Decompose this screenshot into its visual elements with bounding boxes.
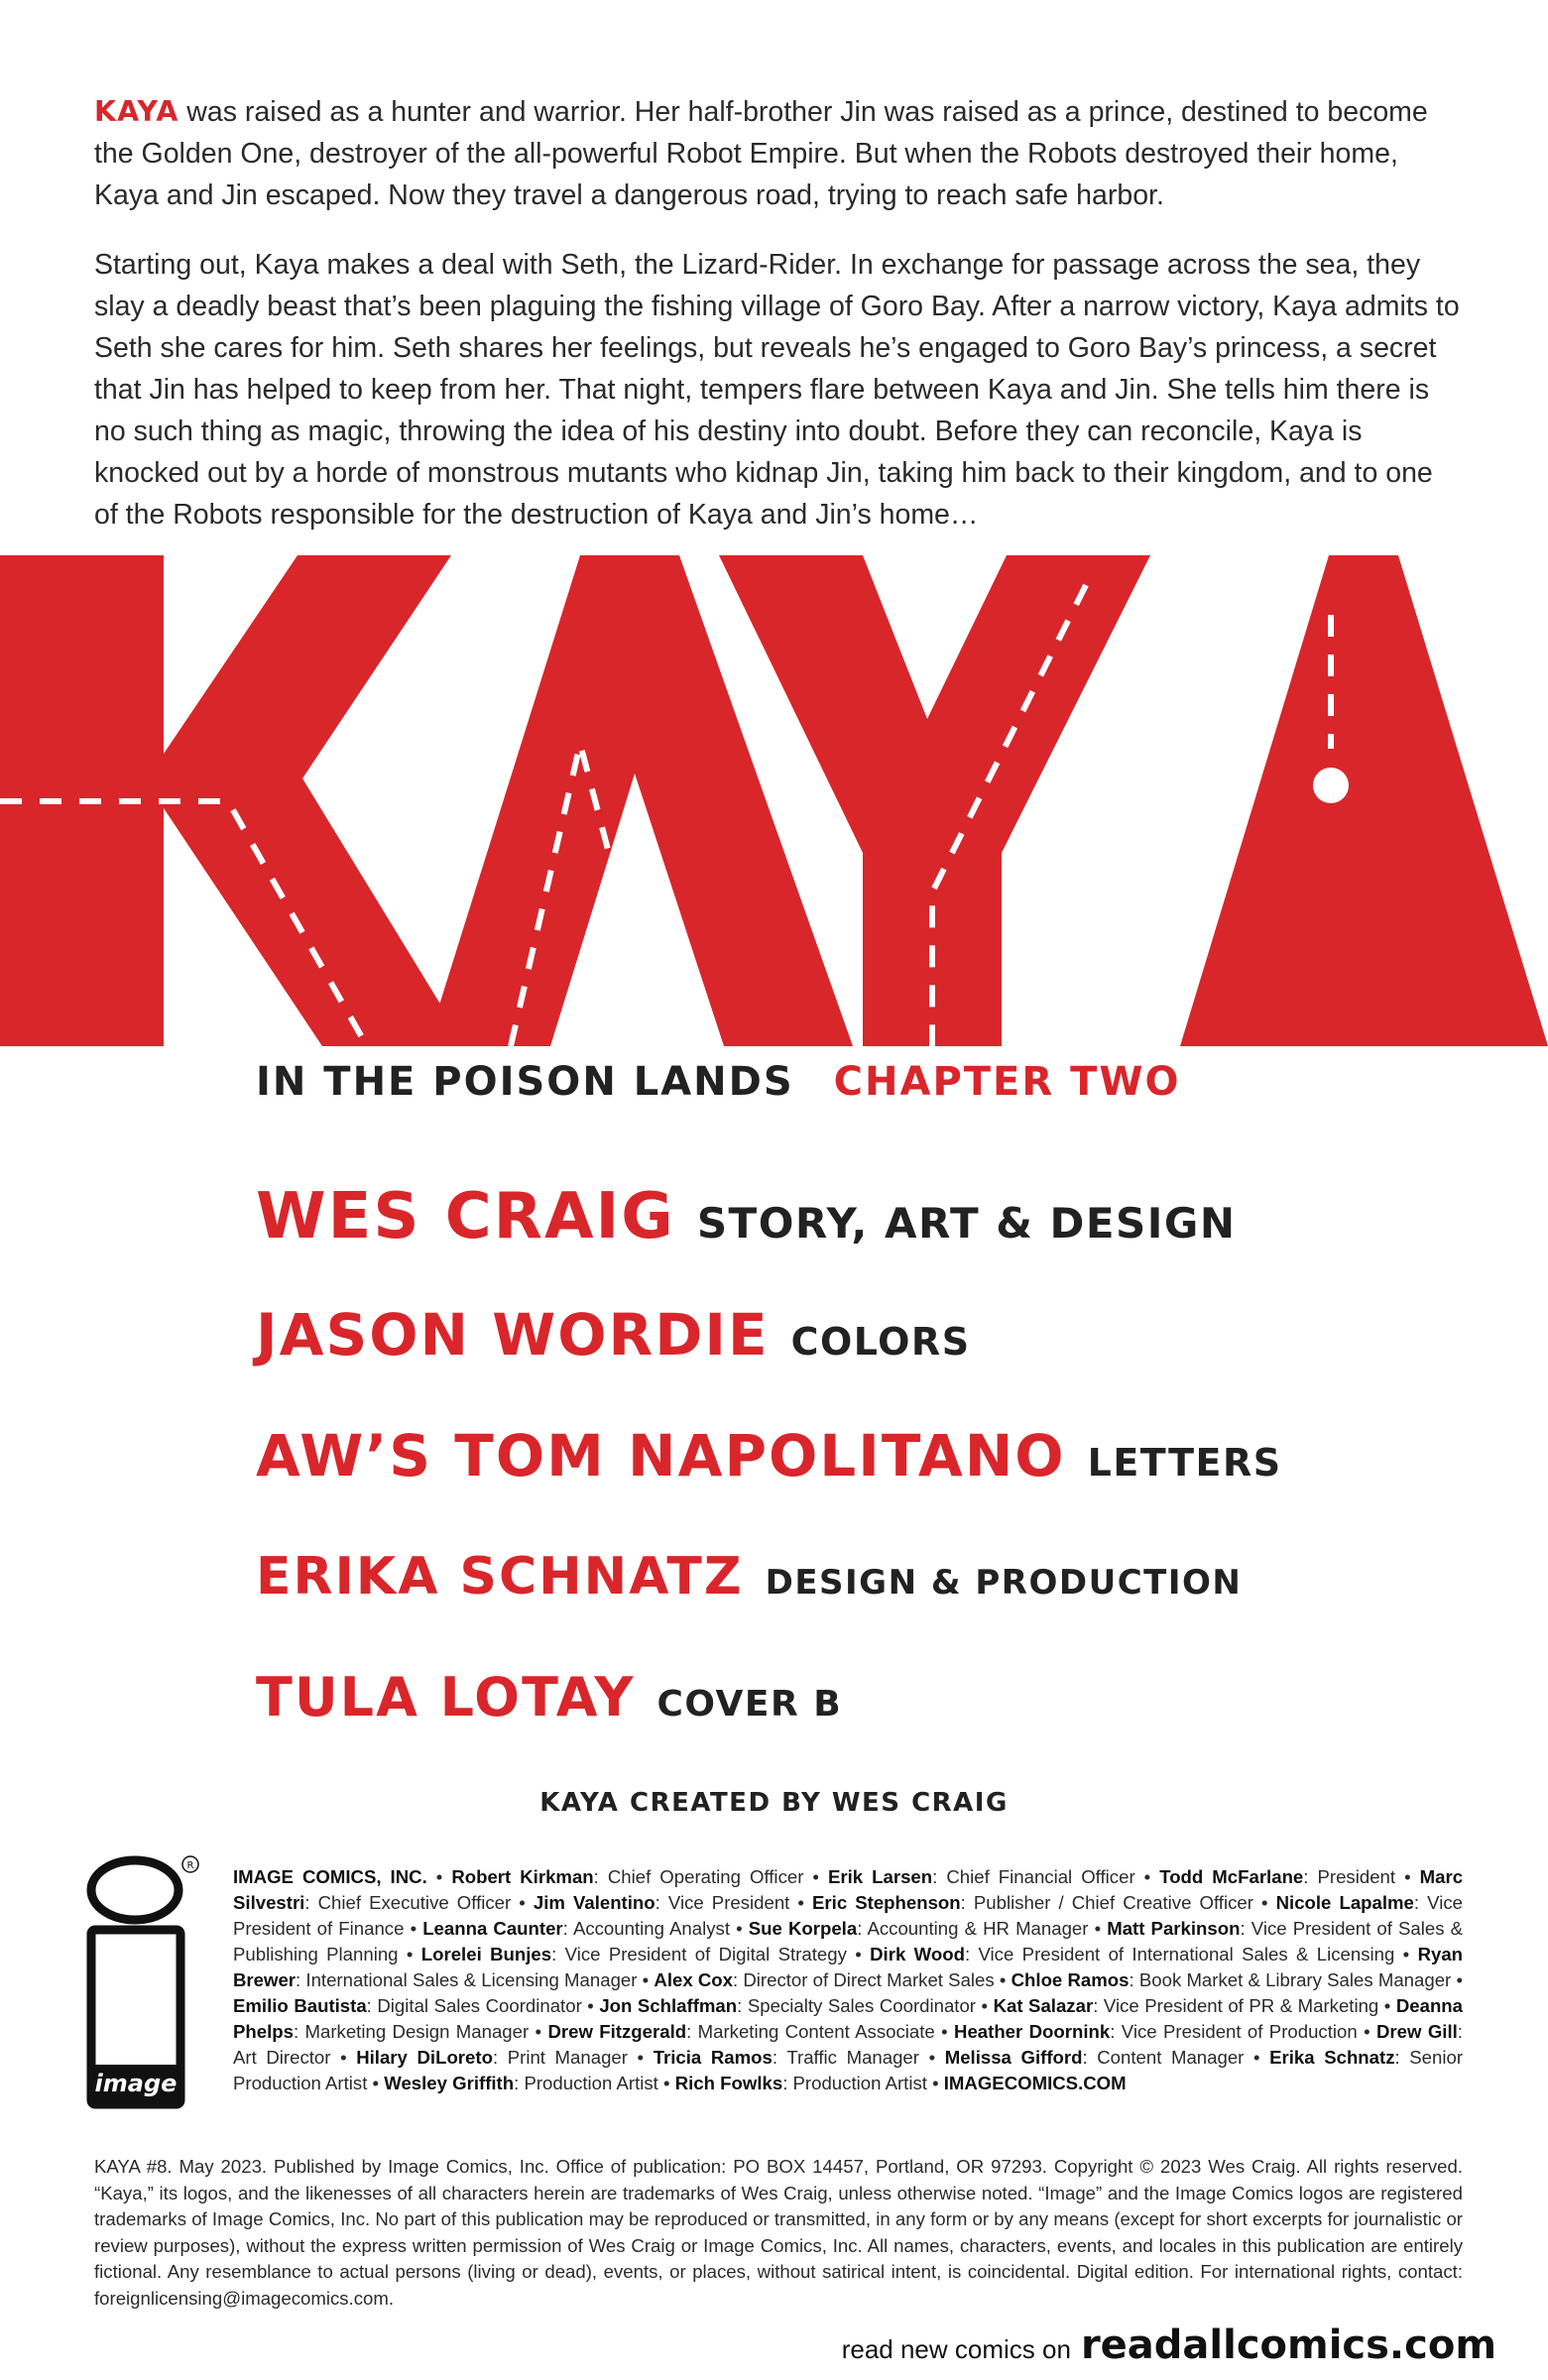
staff-title: Vice President of International Sales & Licensing	[978, 1944, 1395, 1964]
staff-name: Jim Valentino	[533, 1892, 655, 1913]
created-by: KAYA CREATED BY WES CRAIG	[539, 1788, 1009, 1818]
staff-title: President	[1317, 1866, 1396, 1887]
credit-name: AW’S TOM NAPOLITANO	[256, 1422, 1066, 1489]
staff-name: Tricia Ramos	[653, 2047, 773, 2068]
staff-entry: Matt Parkinson: Vice President of Sales & Publishing Planning	[233, 1918, 1464, 1964]
staff-title: Production Artist	[792, 2073, 927, 2093]
staff-name: Deanna Phelps	[233, 1995, 1464, 2042]
staff-name: Matt Parkinson	[1107, 1918, 1241, 1939]
staff-name: Todd McFarlane	[1159, 1866, 1304, 1887]
recap-paragraph-1	[94, 91, 1463, 216]
staff-name: Heather Doornink	[954, 2021, 1111, 2042]
staff-title: Chief Executive Officer	[317, 1892, 512, 1913]
staff-title: Book Market & Library Sales Manager	[1138, 1969, 1452, 1990]
logo-letter-a2	[1180, 555, 1548, 1046]
staff-title: Specialty Sales Coordinator	[747, 1995, 977, 2016]
staff-entry: Dirk Wood: Vice President of International Sales & Licensing	[870, 1944, 1395, 1964]
staff-name: Rich Fowlks	[674, 2073, 783, 2093]
credit-role: DESIGN & PRODUCTION	[765, 1563, 1243, 1603]
staff-entry: Nicole Lapalme: Vice President of Finance	[233, 1892, 1463, 1939]
footer-site-link[interactable]: readallcomics.com	[1080, 2322, 1496, 2368]
staff-title: Vice President of Production	[1121, 2021, 1358, 2042]
staff-title: Content Manager	[1097, 2047, 1245, 2068]
staff-title: Marketing Design Manager	[304, 2021, 530, 2042]
credit-role: COVER B	[656, 1684, 843, 1725]
staff-list: IMAGE COMICS, INC. • Robert Kirkman: Chief Operating Officer • Erik Larsen: Chief Financial Officer • Todd McFarlane: President • Marc Silvestri: Chief Executive Officer • Jim Valentino: Vice President • Eric Stephenson: Publisher / Chief Creative Officer • Nicole Lapalme: Vice President of Finance • Leanna Caunter: Accounting Analyst • Sue Korpela: Accounting & HR Manager • Matt Parkinson: Vice President of Sales & Publishing Planning • Lorelei Bunjes: Vice President of Digital Strategy • Dirk Wood: Vice President of International Sales & Licensing • Ryan Brewer: International Sales & Licensing Manager • Alex Cox: Director of Direct Market Sales • Chloe Ramos: Book Market & Library Sales Manager • Emilio Bautista: Digital Sales Coordinator • Jon Schlaffman: Specialty Sales Coordinator • Kat Salazar: Vice President of PR & Marketing • Deanna Phelps: Marketing Design Manager • Drew Fitzgerald: Marketing Content Associate • Heather Doornink: Vice President of Production • Drew Gill: Art Director • Hilary DiLoreto: Print Manager • Tricia Ramos: Traffic Manager • Melissa Gifford: Content Manager • Erika Schnatz: Senior Production Artist • Wesley Griffith: Production Artist • Rich Fowlks: Production Artist • IMAGECOMICS.COM	[233, 1866, 1464, 2093]
credit-line	[256, 1666, 842, 1728]
staff-title: Vice President of Digital Strategy	[564, 1944, 847, 1964]
staff-entry: Deanna Phelps: Marketing Design Manager	[233, 1995, 1464, 2042]
staff-name: Sue Korpela	[748, 1918, 858, 1939]
staff-entry: Melissa Gifford: Content Manager	[944, 2047, 1245, 2068]
staff-name: Hilary DiLoreto	[356, 2047, 493, 2068]
credit-line	[256, 1301, 971, 1368]
credit-name: TULA LOTAY	[256, 1666, 636, 1728]
staff-entry: Emilio Bautista: Digital Sales Coordinator	[233, 1995, 582, 2016]
staff-title: Publisher / Chief Creative Officer	[973, 1892, 1253, 1913]
staff-name: Nicole Lapalme	[1275, 1892, 1414, 1913]
chapter-subtitle	[256, 1059, 1181, 1105]
staff-name: Kat Salazar	[993, 1995, 1094, 2016]
credit-name: ERIKA SCHNATZ	[256, 1547, 744, 1606]
staff-entry: Wesley Griffith: Production Artist	[384, 2073, 658, 2093]
credit-role: COLORS	[790, 1320, 971, 1364]
staff-entry: Erika Schnatz: Senior Production Artist	[233, 2047, 1464, 2093]
staff-name: Robert Kirkman	[451, 1866, 594, 1887]
staff-title: Director of Direct Market Sales	[743, 1969, 995, 1990]
logo-road-dot	[1313, 768, 1349, 803]
staff-title: Vice President of PR & Marketing	[1103, 1995, 1379, 2016]
kaya-logo-letters	[0, 555, 1548, 1046]
recap-kaya-word: KAYA	[94, 95, 179, 128]
staff-company: IMAGE COMICS, INC.	[233, 1866, 427, 1887]
staff-title: Senior Production Artist	[233, 2047, 1464, 2093]
footer-banner[interactable]	[842, 2322, 1496, 2368]
staff-name: Lorelei Bunjes	[420, 1944, 552, 1964]
svg-text:R: R	[186, 1860, 194, 1871]
staff-name: Eric Stephenson	[812, 1892, 961, 1913]
staff-title: Accounting Analyst	[572, 1918, 730, 1939]
staff-entry: Robert Kirkman: Chief Operating Officer	[451, 1866, 804, 1887]
staff-title: Marketing Content Associate	[697, 2021, 935, 2042]
legal-text: KAYA #8. May 2023. Published by Image Comics, Inc. Office of publication: PO BOX 14457, Portland, OR 97293. Copyright © 2023 Wes Craig. All rights reserved. “Kaya,” its logos, and the likenesses of all characters herein are trademarks of Wes Craig, unless otherwise noted. “Image” and the Image Comics logos are registered trademarks of Image Comics, Inc. No part of this publication may be reproduced or transmitted, in any form or by any means (except for short excerpts for journalistic or review purposes), without the express written permission of Wes Craig or Image Comics, Inc. All names, characters, events, and locales in this publication are entirely fictional. Any resemblance to actual persons (living or dead), events, or places, without satirical intent, is coincidental. Digital edition. For international rights, contact: foreignlicensing@imagecomics.com.	[94, 2156, 1463, 2309]
logo-letter-k	[0, 555, 466, 1046]
staff-name: Chloe Ramos	[1011, 1969, 1130, 1990]
staff-name: Jon Schlaffman	[599, 1995, 738, 2016]
staff-title: Art Director	[233, 2047, 331, 2068]
staff-entry: Tricia Ramos: Traffic Manager	[653, 2047, 919, 2068]
staff-title: Vice President	[667, 1892, 790, 1913]
staff-name: Drew Gill	[1375, 2021, 1458, 2042]
staff-name: Alex Cox	[654, 1969, 733, 1990]
staff-entry: Erik Larsen: Chief Financial Officer	[827, 1866, 1135, 1887]
staff-name: Erik Larsen	[827, 1866, 933, 1887]
staff-title: Chief Operating Officer	[607, 1866, 804, 1887]
credit-line	[256, 1547, 1242, 1606]
image-comics-logo-icon	[83, 1852, 202, 2112]
series-subtitle: IN THE POISON LANDS	[256, 1059, 794, 1105]
staff-website-link[interactable]: IMAGECOMICS.COM	[943, 2073, 1127, 2093]
svg-text:image: image	[94, 2070, 178, 2097]
staff-name: Emilio Bautista	[233, 1995, 367, 2016]
staff-title: Vice President of Sales & Publishing Planning	[233, 1918, 1464, 1964]
staff-entry: Todd McFarlane: President	[1159, 1866, 1396, 1887]
staff-title: International Sales & Licensing Manager	[305, 1969, 638, 1990]
recap-paragraph-1-body: was raised as a hunter and warrior. Her half-brother Jin was raised as a prince, destined to become the Golden One, destroyer of the all-powerful Robot Empire. But when the Robots destroyed their home, Kaya and Jin escaped. Now they travel a dangerous road, trying to reach safe harbor.	[94, 96, 1428, 211]
kaya-logo	[0, 555, 1548, 1046]
credit-name: JASON WORDIE	[256, 1301, 770, 1368]
staff-title: Accounting & HR Manager	[867, 1918, 1089, 1939]
chapter-label: CHAPTER TWO	[833, 1059, 1181, 1105]
staff-title: Vice President of Finance	[233, 1892, 1463, 1939]
staff-entry: Drew Fitzgerald: Marketing Content Associate	[547, 2021, 935, 2042]
staff-name: Ryan Brewer	[233, 1944, 1464, 1990]
staff-title: Digital Sales Coordinator	[377, 1995, 582, 2016]
staff-name: Marc Silvestri	[233, 1866, 1464, 1913]
staff-entry: Ryan Brewer: International Sales & Licensing Manager	[233, 1944, 1464, 1990]
staff-name: Melissa Gifford	[944, 2047, 1083, 2068]
credit-line	[256, 1422, 1282, 1489]
recap-text	[94, 91, 1463, 563]
credit-role: STORY, ART & DESIGN	[696, 1199, 1237, 1248]
staff-entry: Eric Stephenson: Publisher / Chief Creative Officer	[812, 1892, 1253, 1913]
staff-title: Chief Financial Officer	[946, 1866, 1135, 1887]
staff-title: Print Manager	[507, 2047, 628, 2068]
staff-entry: Heather Doornink: Vice President of Production	[954, 2021, 1358, 2042]
credit-role: LETTERS	[1087, 1441, 1282, 1485]
staff-entry: Chloe Ramos: Book Market & Library Sales Manager	[1011, 1969, 1452, 1990]
staff-entry: Marc Silvestri: Chief Executive Officer	[233, 1866, 1464, 1913]
recap-paragraph-2: Starting out, Kaya makes a deal with Seth, the Lizard-Rider. In exchange for passage across the sea, they slay a deadly beast that’s been plaguing the fishing village of Goro Bay. After a narrow victory, Kaya admits to Seth she cares for him. Seth shares her feelings, but reveals he’s engaged to Goro Bay’s princess, a secret that Jin has helped to keep from her. That night, tempers flare between Kaya and Jin. She tells him there is no such thing as magic, throwing the idea of his destiny into doubt. Before they can reconcile, Kaya is knocked out by a horde of monstrous mutants who kidnap Jin, taking him back to their kingdom, and to one of the Robots responsible for the destruction of Kaya and Jin’s home…	[94, 249, 1460, 531]
staff-name: Dirk Wood	[870, 1944, 965, 1964]
staff-name: Drew Fitzgerald	[547, 2021, 687, 2042]
staff-entry: Lorelei Bunjes: Vice President of Digital Strategy	[420, 1944, 847, 1964]
staff-entry: Alex Cox: Director of Direct Market Sales	[654, 1969, 995, 1990]
credit-name: WES CRAIG	[256, 1180, 675, 1253]
staff-name: Leanna Caunter	[422, 1918, 563, 1939]
staff-title: Traffic Manager	[786, 2047, 919, 2068]
footer-lead: read new comics on	[841, 2334, 1071, 2364]
staff-entry: Hilary DiLoreto: Print Manager	[356, 2047, 628, 2068]
staff-entry: Jim Valentino: Vice President	[533, 1892, 790, 1913]
staff-name: Erika Schnatz	[1269, 2047, 1395, 2068]
staff-entry: Sue Korpela: Accounting & HR Manager	[748, 1918, 1089, 1939]
staff-entry: Drew Gill: Art Director	[233, 2021, 1463, 2068]
staff-entry: Kat Salazar: Vice President of PR & Marketing	[993, 1995, 1379, 2016]
staff-entry: Jon Schlaffman: Specialty Sales Coordinator	[599, 1995, 977, 2016]
staff-title: Production Artist	[524, 2073, 658, 2093]
staff-name: Wesley Griffith	[384, 2073, 515, 2093]
credit-line	[256, 1180, 1237, 1253]
staff-entry: Leanna Caunter: Accounting Analyst	[422, 1918, 730, 1939]
staff-entry: Rich Fowlks: Production Artist	[674, 2073, 927, 2093]
